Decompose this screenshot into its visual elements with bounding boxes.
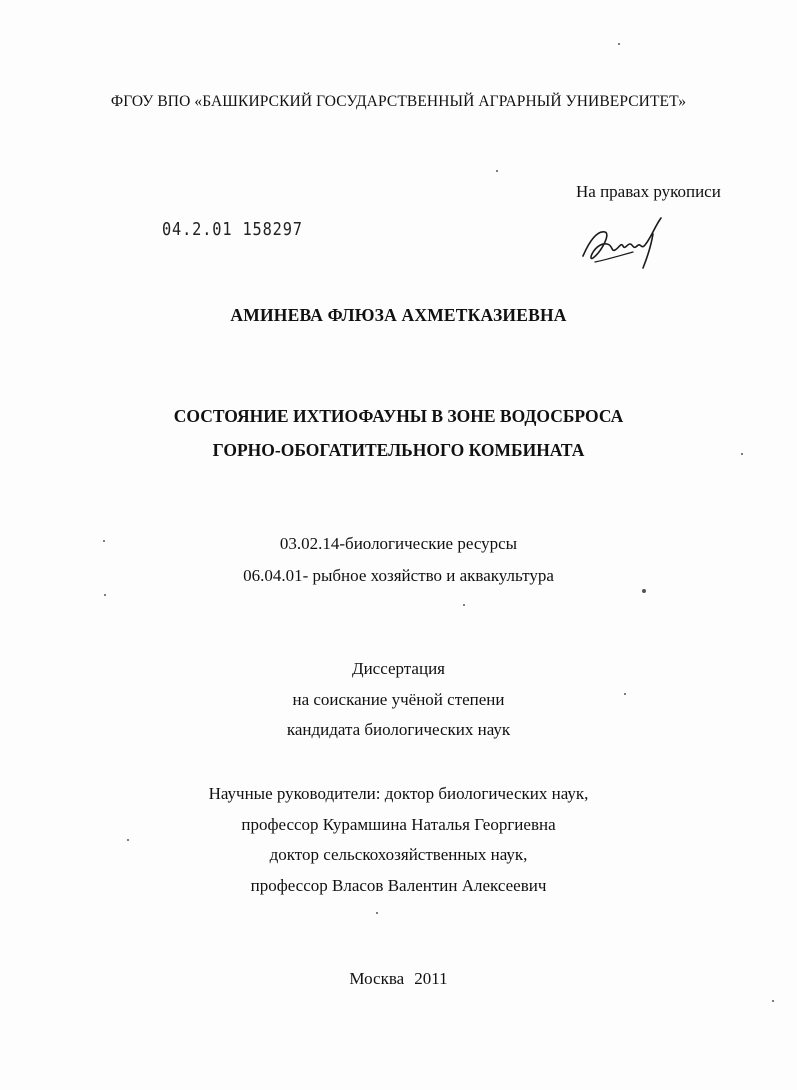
signature-icon: [575, 212, 675, 272]
manuscript-note: На правах рукописи: [576, 182, 721, 201]
dissertation-title-line-1: СОСТОЯНИЕ ИХТИОФАУНЫ В ЗОНЕ ВОДОСБРОСА: [173, 406, 624, 426]
scan-speck: [127, 839, 129, 841]
degree-line-2: кандидата биологических наук: [286, 720, 511, 739]
degree-line-1: на соискание учёной степени: [292, 690, 505, 709]
dissertation-title-line-2: ГОРНО-ОБОГАТИТЕЛЬНОГО КОМБИНАТА: [212, 440, 585, 460]
city-year: [0, 969, 797, 989]
scan-speck: [103, 540, 105, 542]
scan-speck: [624, 693, 626, 695]
specialty-code-2: 06.04.01- рыбное хозяйство и аквакультура: [243, 566, 554, 585]
supervisors-line-4: профессор Власов Валентин Алексеевич: [250, 876, 547, 895]
scan-speck: [772, 1000, 774, 1002]
scan-speck: [741, 453, 743, 455]
scan-speck: [618, 43, 620, 45]
dissertation-label: Диссертация: [351, 659, 445, 678]
scan-speck: [463, 604, 465, 606]
organization-name: ФГОУ ВПО «БАШКИРСКИЙ ГОСУДАРСТВЕННЫЙ АГРАРНЫЙ УНИВЕРСИТЕТ»: [110, 93, 687, 110]
registration-stamp-number: 04.2.01 158297: [162, 219, 303, 240]
supervisors-line-2: профессор Курамшина Наталья Георгиевна: [241, 815, 556, 834]
scan-speck: [104, 594, 106, 596]
scan-speck: [376, 912, 378, 914]
scan-speck: [642, 589, 646, 593]
scan-speck: [496, 170, 498, 172]
city-name: Москва: [349, 969, 405, 988]
supervisors-line-1: Научные руководители: доктор биологических наук,: [208, 784, 589, 803]
supervisors-line-3: доктор сельскохозяйственных наук,: [269, 845, 528, 864]
specialty-code-1: 03.02.14-биологические ресурсы: [279, 534, 518, 553]
author-name: АМИНЕВА ФЛЮЗА АХМЕТКАЗИЕВНА: [230, 305, 567, 325]
year: 2011: [414, 969, 448, 988]
